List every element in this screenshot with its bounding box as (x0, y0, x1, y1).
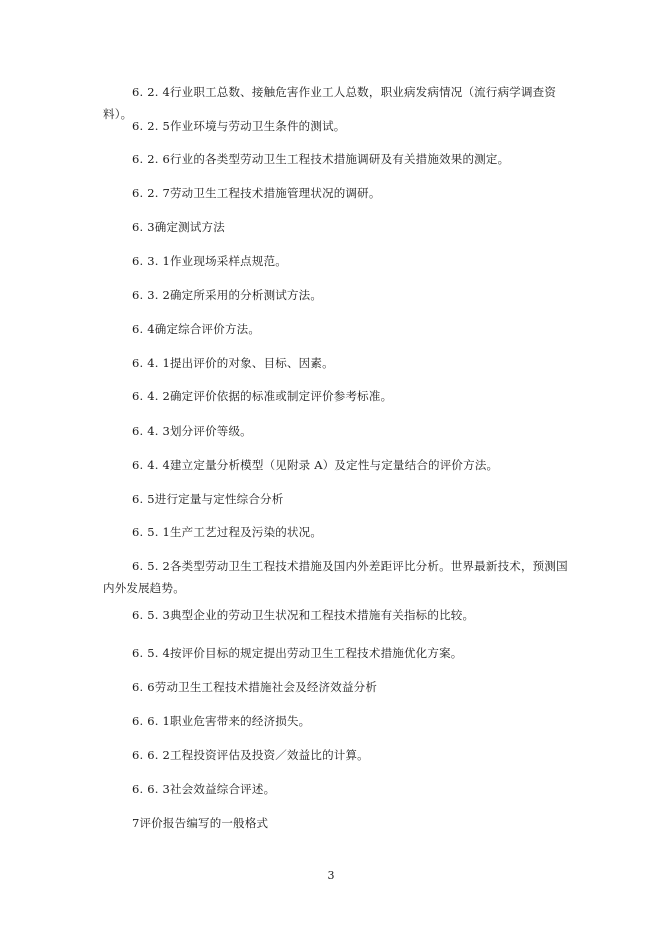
heading-6-3: 6. 3确定测试方法 (132, 220, 225, 234)
paragraph-6-4-3: 6. 4. 3划分评价等级。 (132, 424, 252, 438)
heading-6-5: 6. 5进行定量与定性综合分析 (132, 492, 284, 506)
heading-7: 7评价报告编写的一般格式 (132, 816, 269, 830)
paragraph-6-4-2: 6. 4. 2确定评价依据的标准或制定评价参考标准。 (132, 389, 393, 403)
paragraph-6-2-6: 6. 2. 6行业的各类型劳动卫生工程技术措施调研及有关措施效果的测定。 (132, 152, 510, 166)
paragraph-6-6-1: 6. 6. 1职业危害带来的经济损失。 (132, 714, 311, 728)
paragraph-6-2-5: 6. 2. 5作业环境与劳动卫生条件的测试。 (132, 119, 346, 133)
paragraph-6-4-4: 6. 4. 4建立定量分析模型（见附录 A）及定性与定量结合的评价方法。 (132, 458, 499, 472)
paragraph-6-3-1: 6. 3. 1作业现场采样点规范。 (132, 254, 287, 268)
paragraph-6-6-2: 6. 6. 2工程投资评估及投资／效益比的计算。 (132, 748, 369, 762)
paragraph-6-5-1: 6. 5. 1生产工艺过程及污染的状况。 (132, 525, 323, 539)
heading-6-6: 6. 6劳动卫生工程技术措施社会及经济效益分析 (132, 680, 378, 694)
paragraph-6-2-7: 6. 2. 7劳动卫生工程技术措施管理状况的调研。 (132, 186, 381, 200)
paragraph-6-5-2: 6. 5. 2各类型劳动卫生工程技术措施及国内外差距评比分析。世界最新技术，预测国内外发展趋势。 (103, 559, 568, 595)
heading-6-4: 6. 4确定综合评价方法。 (132, 322, 261, 336)
paragraph-6-5-3: 6. 5. 3典型企业的劳动卫生状况和工程技术措施有关指标的比较。 (132, 608, 475, 622)
paragraph-6-4-1: 6. 4. 1提出评价的对象、目标、因素。 (132, 356, 334, 370)
paragraph-6-2-4: 6. 2. 4行业职工总数、接触危害作业工人总数，职业病发病情况（流行病学调查资料）。 (103, 85, 557, 121)
paragraph-6-3-2: 6. 3. 2确定所采用的分析测试方法。 (132, 288, 323, 302)
paragraph-6-6-3: 6. 6. 3社会效益综合评述。 (132, 782, 276, 796)
paragraph-6-5-4: 6. 5. 4按评价目标的规定提出劳动卫生工程技术措施优化方案。 (132, 646, 463, 660)
page-number: 3 (327, 869, 335, 882)
